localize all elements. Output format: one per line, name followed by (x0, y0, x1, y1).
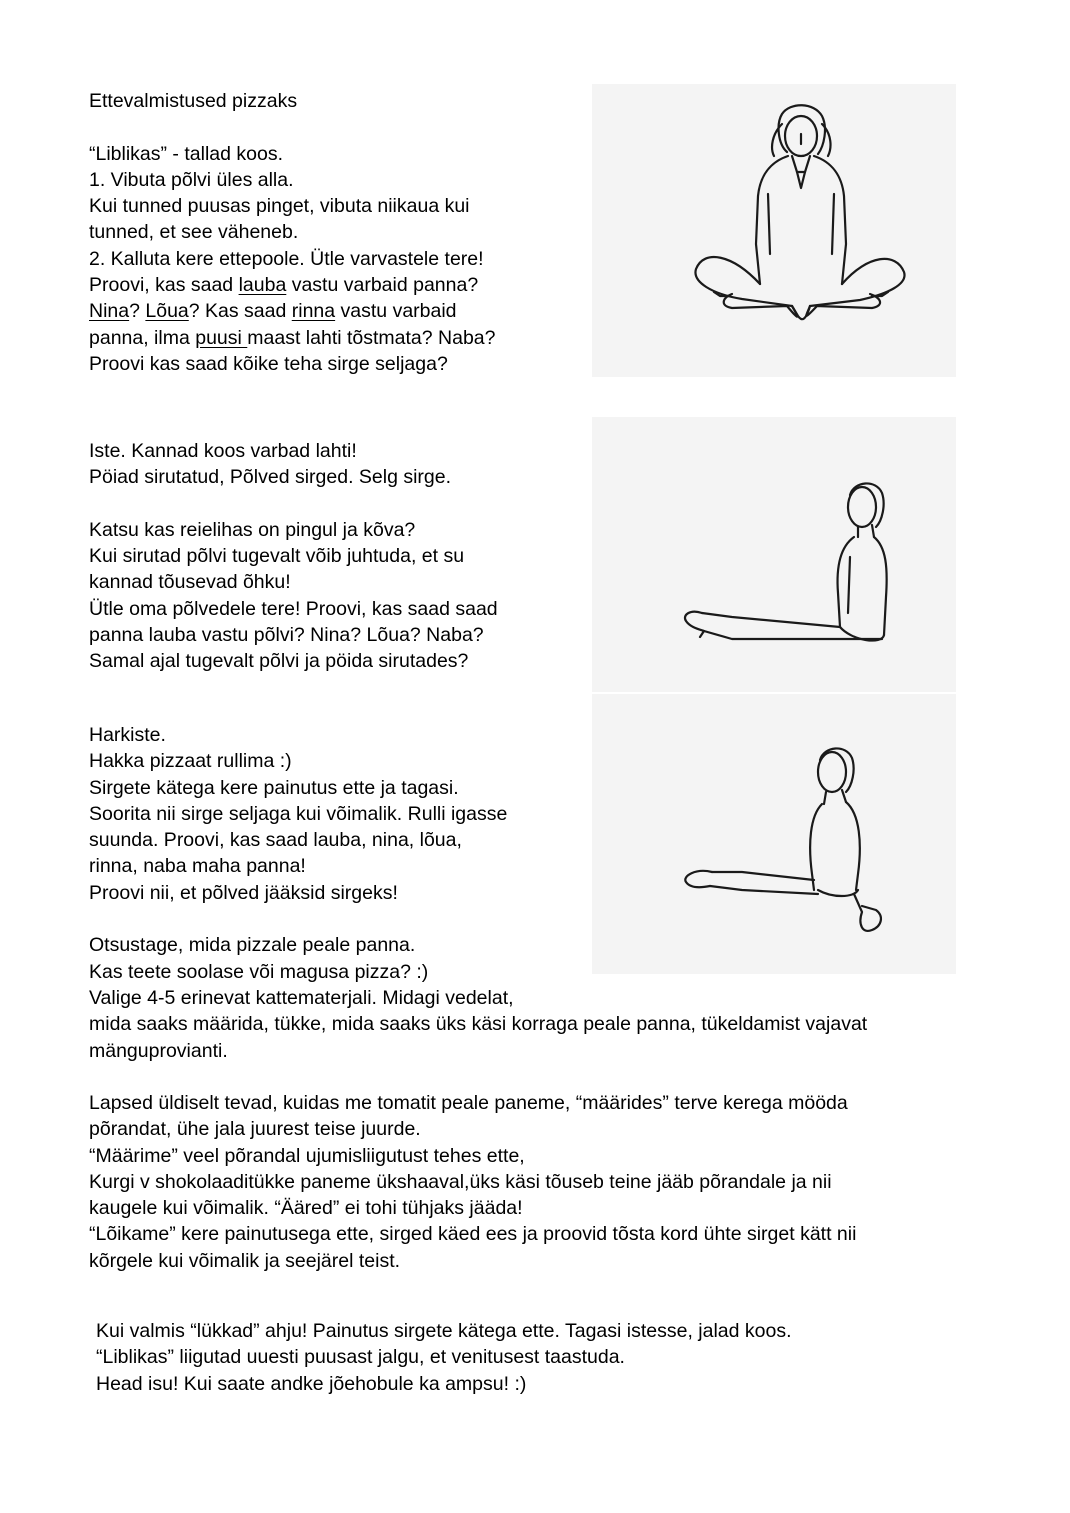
text-line: Lapsed üldiselt tevad, kuidas me tomatit peale paneme, “määrides” terve kerega mööda (89, 1092, 848, 1114)
text-line: mänguprovianti. (89, 1039, 228, 1062)
text-line: Kui valmis “lükkad” ahju! Painutus sirgete kätega ette. Tagasi istesse, jalad koos. (96, 1320, 792, 1342)
text-line: Hakka pizzaat rullima :) (89, 750, 292, 773)
text-line: Proovi nii, et põlved jääksid sirgeks! (89, 881, 398, 904)
text-line: “Määrime” veel põrandal ujumisliigutust tehes ette, (89, 1144, 525, 1167)
text-line: Soorita nii sirge seljaga kui võimalik. Rulli igasse (89, 802, 508, 825)
text-line: panna, ilma puusi maast lahti tõstmata? Naba? (89, 326, 496, 349)
text-line: panna lauba vastu põlvi? Nina? Lõua? Naba? (89, 624, 484, 647)
text-line: Valige 4-5 erinevat kattematerjali. Midagi vedelat, (89, 986, 514, 1009)
text-line: Kurgi v shokolaaditükke paneme ükshaaval,üks käsi tõuseb teine jääb põrandale ja nii (89, 1170, 832, 1193)
text-line: Otsustage, mida pizzale peale panna. (89, 934, 416, 957)
text-line: tunned, et see väheneb. (89, 221, 299, 244)
butterfly-pose-illustration (592, 84, 956, 377)
step-2: 2. Kalluta kere ettepoole. Ütle varvastele tere! (89, 247, 484, 270)
section-finish (96, 1318, 792, 1397)
text-line: Ütle oma põlvedele tere! Proovi, kas saad saad (89, 597, 498, 620)
text-line: Kui tunned puusas pinget, vibuta niikaua kui (89, 195, 470, 218)
seated-pose-illustration (592, 417, 956, 692)
straddle-pose-illustration (592, 694, 956, 974)
underlined-word: rinna (291, 300, 336, 323)
text-line: Sirgete kätega kere painutus ette ja tagasi. (89, 776, 459, 799)
butterfly-heading: “Liblikas” - tallad koos. (89, 142, 283, 165)
section-butterfly (89, 88, 496, 377)
text-line: Proovi kas saad kõike teha sirge seljaga? (89, 352, 448, 375)
text-line: Proovi, kas saad lauba vastu varbaid panna? (89, 274, 479, 297)
text-line: kõrgele kui võimalik ja seejärel teist. (89, 1249, 401, 1272)
straddle-heading: Harkiste. (89, 724, 166, 746)
text-line: rinna, naba maha panna! (89, 855, 306, 878)
text-line: Kui sirutad põlvi tugevalt võib juhtuda, et su (89, 545, 465, 568)
text-line: põrandat, ühe jala juurest teise juurde. (89, 1118, 421, 1141)
page-title: Ettevalmistused pizzaks (89, 90, 298, 112)
underlined-word: Nina (89, 300, 130, 323)
underlined-word: puusi (195, 326, 248, 349)
section-toppings (89, 1090, 856, 1274)
text-line: Kas teete soolase või magusa pizza? :) (89, 960, 429, 983)
underlined-word: Lõua (145, 300, 189, 323)
text-line: kannad tõusevad õhku! (89, 571, 291, 594)
text-line: “Lõikame” kere painutusega ette, sirged käed ees ja proovid tõsta kord ühte sirget kätt nii (89, 1223, 857, 1246)
text-line: Head isu! Kui saate andke jõehobule ka ampsu! :) (96, 1372, 527, 1395)
text-line: Samal ajal tugevalt põlvi ja pöida sirutades? (89, 650, 469, 673)
section-sitting (89, 438, 498, 675)
text-line: mida saaks määrida, tükke, mida saaks üks käsi korraga peale panna, tükeldamist vajavat (89, 1013, 868, 1036)
step-1: 1. Vibuta põlvi üles alla. (89, 168, 294, 191)
text-line: suunda. Proovi, kas saad lauba, nina, lõua, (89, 829, 462, 852)
text-line: Pöiad sirutatud, Põlved sirged. Selg sirge. (89, 466, 452, 489)
text-line: Katsu kas reielihas on pingul ja kõva? (89, 518, 416, 541)
text-line: Nina? Lõua? Kas saad rinna vastu varbaid (89, 300, 457, 323)
text-line: “Liblikas” liigutad uuesti puusast jalgu, et venitusest taastuda. (96, 1346, 625, 1369)
text-line: kaugele kui võimalik. “Ääred” ei tohi tühjaks jääda! (89, 1197, 523, 1220)
underlined-word: lauba (238, 274, 287, 297)
sitting-heading: Iste. Kannad koos varbad lahti! (89, 440, 357, 462)
